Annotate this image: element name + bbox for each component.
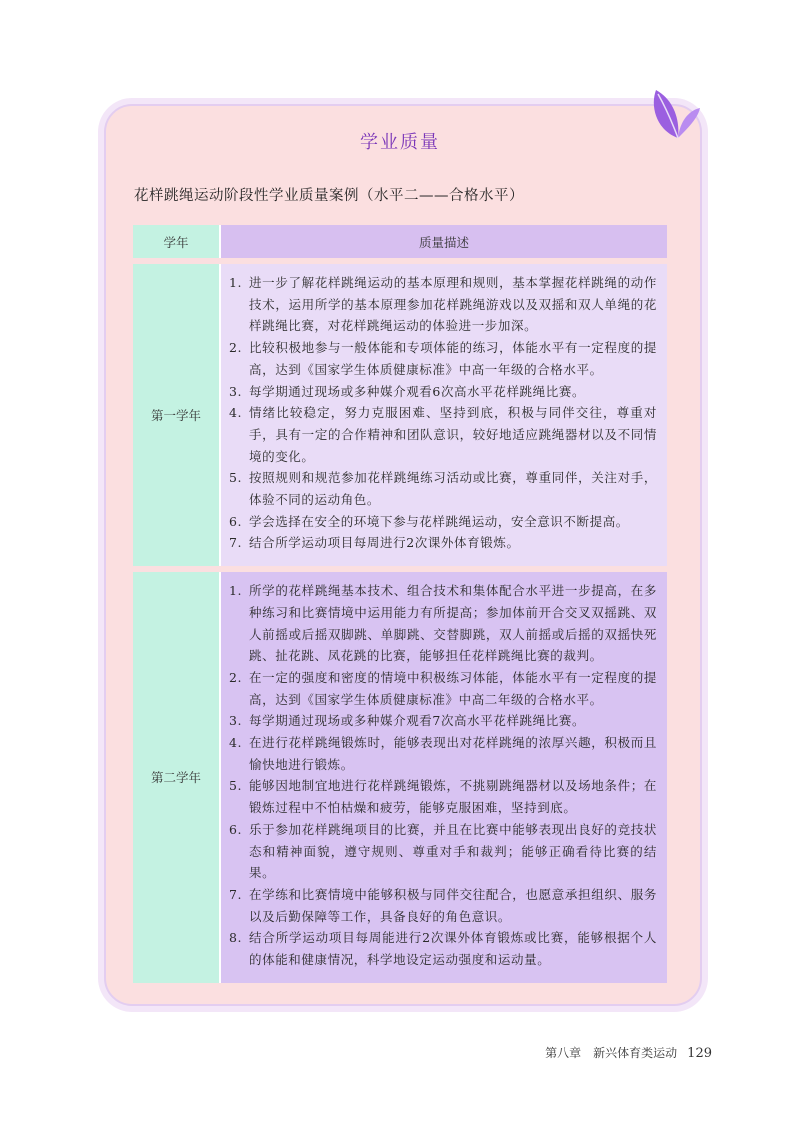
- item-number: 7.: [229, 886, 243, 902]
- header-year: 学年: [133, 225, 220, 258]
- item-text: 在一定的强度和密度的情境中积极练习体能，体能水平有一定程度的提高，达到《国家学生体质健康标准》中高二年级的合格水平。: [249, 669, 657, 707]
- page-number: 129: [687, 1046, 712, 1061]
- item-number: 4.: [229, 735, 243, 751]
- list-item: [229, 580, 657, 667]
- item-number: 5.: [229, 778, 243, 794]
- item-text: 每学期通过现场或多种媒介观看7次高水平花样跳绳比赛。: [249, 713, 586, 729]
- item-number: 3.: [229, 713, 243, 729]
- item-number: 3.: [229, 383, 243, 399]
- item-number: 8.: [229, 930, 243, 946]
- description-cell: [220, 572, 667, 983]
- list-item: [229, 532, 657, 554]
- item-number: 5.: [229, 470, 243, 486]
- table-row: [133, 572, 667, 983]
- quality-table: [133, 225, 667, 983]
- item-text: 在进行花样跳绳锻炼时，能够表现出对花样跳绳的浓厚兴趣，积极而且愉快地进行锻炼。: [249, 735, 657, 772]
- description-list: [229, 580, 657, 971]
- list-item: [229, 884, 657, 927]
- item-text: 按照规则和规范参加花样跳绳练习活动或比赛，尊重同伴，关注对手，体验不同的运动角色。: [249, 470, 657, 508]
- table-caption: 花样跳绳运动阶段性学业质量案例（水平二——合格水平）: [134, 188, 524, 204]
- section-title: 学业质量: [360, 132, 440, 153]
- item-number: 6.: [229, 821, 243, 837]
- header-description: 质量描述: [220, 225, 667, 258]
- year-cell: 第一学年: [133, 264, 220, 566]
- item-text: 结合所学运动项目每周能进行2次课外体育锻炼或比赛，能够根据个人的体能和健康情况，科学地设定运动强度和运动量。: [249, 930, 657, 968]
- item-number: 1.: [229, 275, 243, 290]
- description-list: [229, 272, 657, 554]
- list-item: [229, 337, 657, 380]
- item-text: 能够因地制宜地进行花样跳绳锻炼，不挑剔跳绳器材以及场地条件；在锻炼过程中不怕枯燥和疲劳，能够克服困难，坚持到底。: [249, 778, 657, 816]
- list-item: [229, 819, 657, 884]
- item-number: 4.: [229, 405, 243, 421]
- list-item: [229, 272, 657, 337]
- item-number: 7.: [229, 535, 243, 551]
- item-text: 结合所学运动项目每周进行2次课外体育锻炼。: [249, 535, 520, 551]
- list-item: [229, 732, 657, 775]
- list-item: [229, 775, 657, 818]
- item-text: 在学练和比赛情境中能够积极与同伴交往配合，也愿意承担组织、服务以及后勤保障等工作，具备良好的角色意识。: [249, 886, 657, 924]
- item-text: 进一步了解花样跳绳运动的基本原理和规则，基本掌握花样跳绳的动作技术，运用所学的基本原理参加花样跳绳游戏以及双摇和双人单绳的花样跳绳比赛，对花样跳绳运动的体验进一步加深。: [249, 275, 657, 334]
- item-number: 1.: [229, 583, 243, 599]
- page-footer: [545, 1044, 712, 1061]
- item-text: 学会选择在安全的环境下参与花样跳绳运动，安全意识不断提高。: [249, 513, 629, 529]
- item-text: 所学的花样跳绳基本技术、组合技术和集体配合水平进一步提高，在多种练习和比赛情境中运用能力有所提高；参加体前开合交叉双摇跳、双人前摇或后摇双脚跳、单脚跳、交替脚跳，双人前摇或后摇的双摇快死跳、扯花跳、凤花跳的比赛，能够担任花样跳绳比赛的裁判。: [249, 583, 657, 664]
- table-row: [133, 264, 667, 566]
- item-number: 2.: [229, 669, 243, 685]
- description-cell: [220, 264, 667, 566]
- list-item: [229, 710, 657, 732]
- list-item: [229, 381, 657, 403]
- item-text: 乐于参加花样跳绳项目的比赛，并且在比赛中能够表现出良好的竞技状态和精神面貌，遵守规则、尊重对手和裁判；能够正确看待比赛的结果。: [249, 821, 657, 881]
- list-item: [229, 667, 657, 710]
- chapter-label: 第八章 新兴体育类运动: [545, 1046, 678, 1060]
- list-item: [229, 927, 657, 970]
- list-item: [229, 511, 657, 533]
- item-text: 情绪比较稳定，努力克服困难、坚持到底，积极与同伴交往，尊重对手，具有一定的合作精神和团队意识，较好地适应跳绳器材以及不同情境的变化。: [249, 405, 657, 464]
- item-text: 比较积极地参与一般体能和专项体能的练习，体能水平有一定程度的提高，达到《国家学生体质健康标准》中高一年级的合格水平。: [249, 340, 657, 377]
- year-cell: 第二学年: [133, 572, 220, 983]
- item-number: 6.: [229, 513, 243, 529]
- item-number: 2.: [229, 340, 243, 356]
- list-item: [229, 402, 657, 467]
- item-text: 每学期通过现场或多种媒介观看6次高水平花样跳绳比赛。: [249, 383, 586, 399]
- list-item: [229, 467, 657, 510]
